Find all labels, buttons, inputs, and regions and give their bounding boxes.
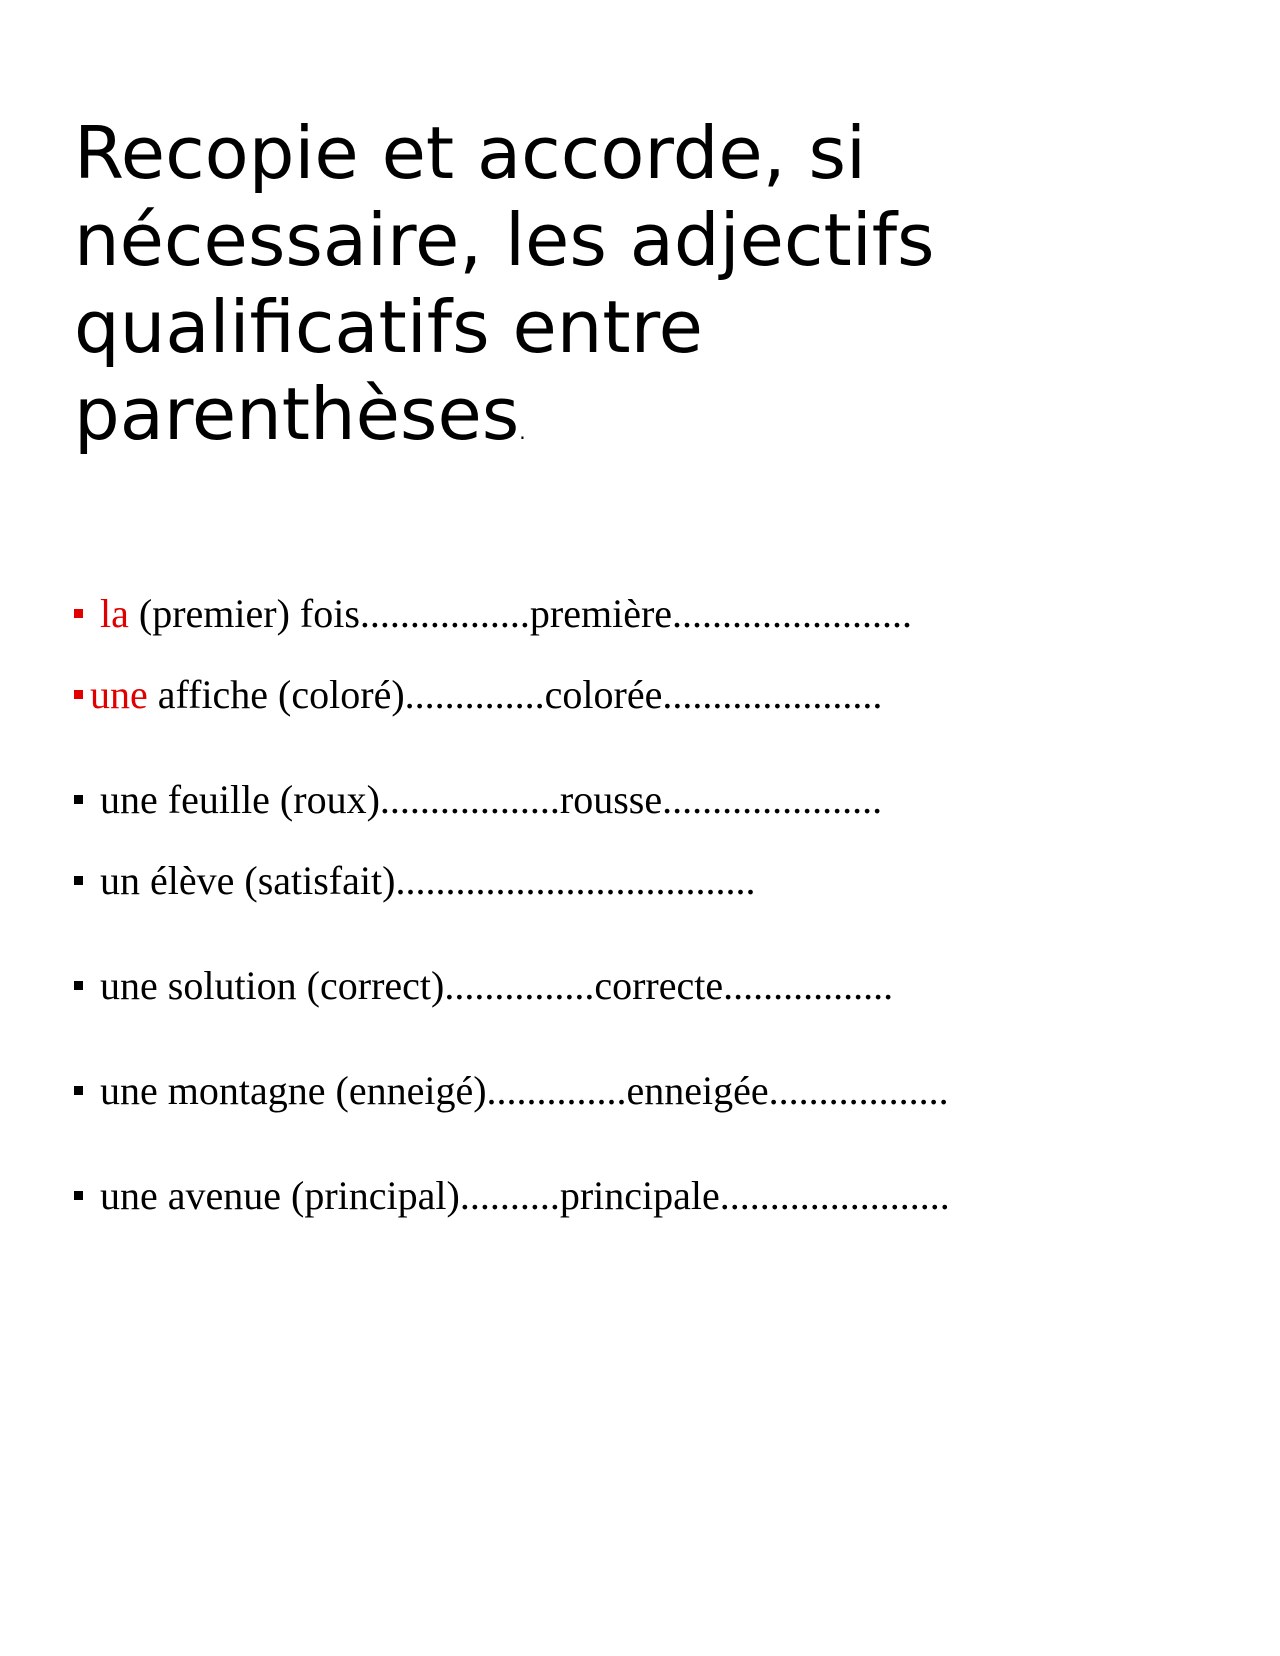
item-dots-after: ........................ (672, 591, 913, 636)
item-phrase: montagne (enneigé) (167, 1068, 487, 1113)
item-dots-before: .............. (404, 672, 545, 717)
item-dots-after: ...................... (662, 777, 883, 822)
item-phrase: (premier) fois (138, 591, 360, 636)
item-dots-after: ................. (723, 963, 894, 1008)
title-line-3: qualificatifs entre (74, 285, 703, 369)
square-bullet-icon (74, 876, 83, 885)
item-phrase: feuille (roux) (167, 777, 380, 822)
title-line-4-text: parenthèses (74, 372, 520, 456)
item-phrase: élève (satisfait) (150, 858, 396, 903)
item-dots-after: ....................... (719, 1173, 950, 1218)
exercise-item-7 (74, 1172, 1224, 1220)
exercise-item-5 (74, 962, 1224, 1010)
item-dots-after: ...................... (662, 672, 883, 717)
exercise-item-4 (74, 857, 1224, 905)
title-end-mark: . (519, 420, 526, 444)
item-dots-before: .............. (486, 1068, 627, 1113)
exercise-item-6 (74, 1067, 1224, 1115)
item-determiner: une (100, 1173, 158, 1218)
square-bullet-icon (74, 690, 83, 699)
item-answer: principale (559, 1173, 720, 1218)
item-dots-before: .......... (459, 1173, 560, 1218)
item-phrase: affiche (coloré) (157, 672, 405, 717)
item-determiner: une (90, 672, 148, 717)
exercise-item-2 (74, 671, 1224, 719)
item-dots-before: .................. (379, 777, 560, 822)
item-answer: première (529, 591, 673, 636)
item-determiner: la (100, 591, 129, 636)
item-determiner: une (100, 963, 158, 1008)
title-line-2: nécessaire, les adjectifs (74, 198, 935, 282)
exercise-title (74, 110, 1074, 458)
item-answer: rousse (559, 777, 663, 822)
square-bullet-icon (74, 1191, 83, 1200)
item-answer: enneigée (626, 1068, 769, 1113)
item-dots-before: .................................... (395, 858, 756, 903)
item-answer: colorée (544, 672, 663, 717)
item-answer: correcte (594, 963, 724, 1008)
item-dots-before: ............... (444, 963, 595, 1008)
title-line-1: Recopie et accorde, si (74, 111, 866, 195)
exercise-item-1 (74, 590, 1224, 638)
item-dots-after: .................. (768, 1068, 949, 1113)
item-determiner: une (100, 1068, 158, 1113)
square-bullet-icon (74, 795, 83, 804)
item-determiner: un (100, 858, 140, 903)
item-phrase: avenue (principal) (167, 1173, 460, 1218)
item-dots-before: ................. (359, 591, 530, 636)
item-phrase: solution (correct) (167, 963, 445, 1008)
exercise-item-3 (74, 776, 1224, 824)
item-determiner: une (100, 777, 158, 822)
square-bullet-icon (74, 981, 83, 990)
square-bullet-icon (74, 609, 83, 618)
square-bullet-icon (74, 1086, 83, 1095)
title-line-4 (74, 371, 1074, 458)
